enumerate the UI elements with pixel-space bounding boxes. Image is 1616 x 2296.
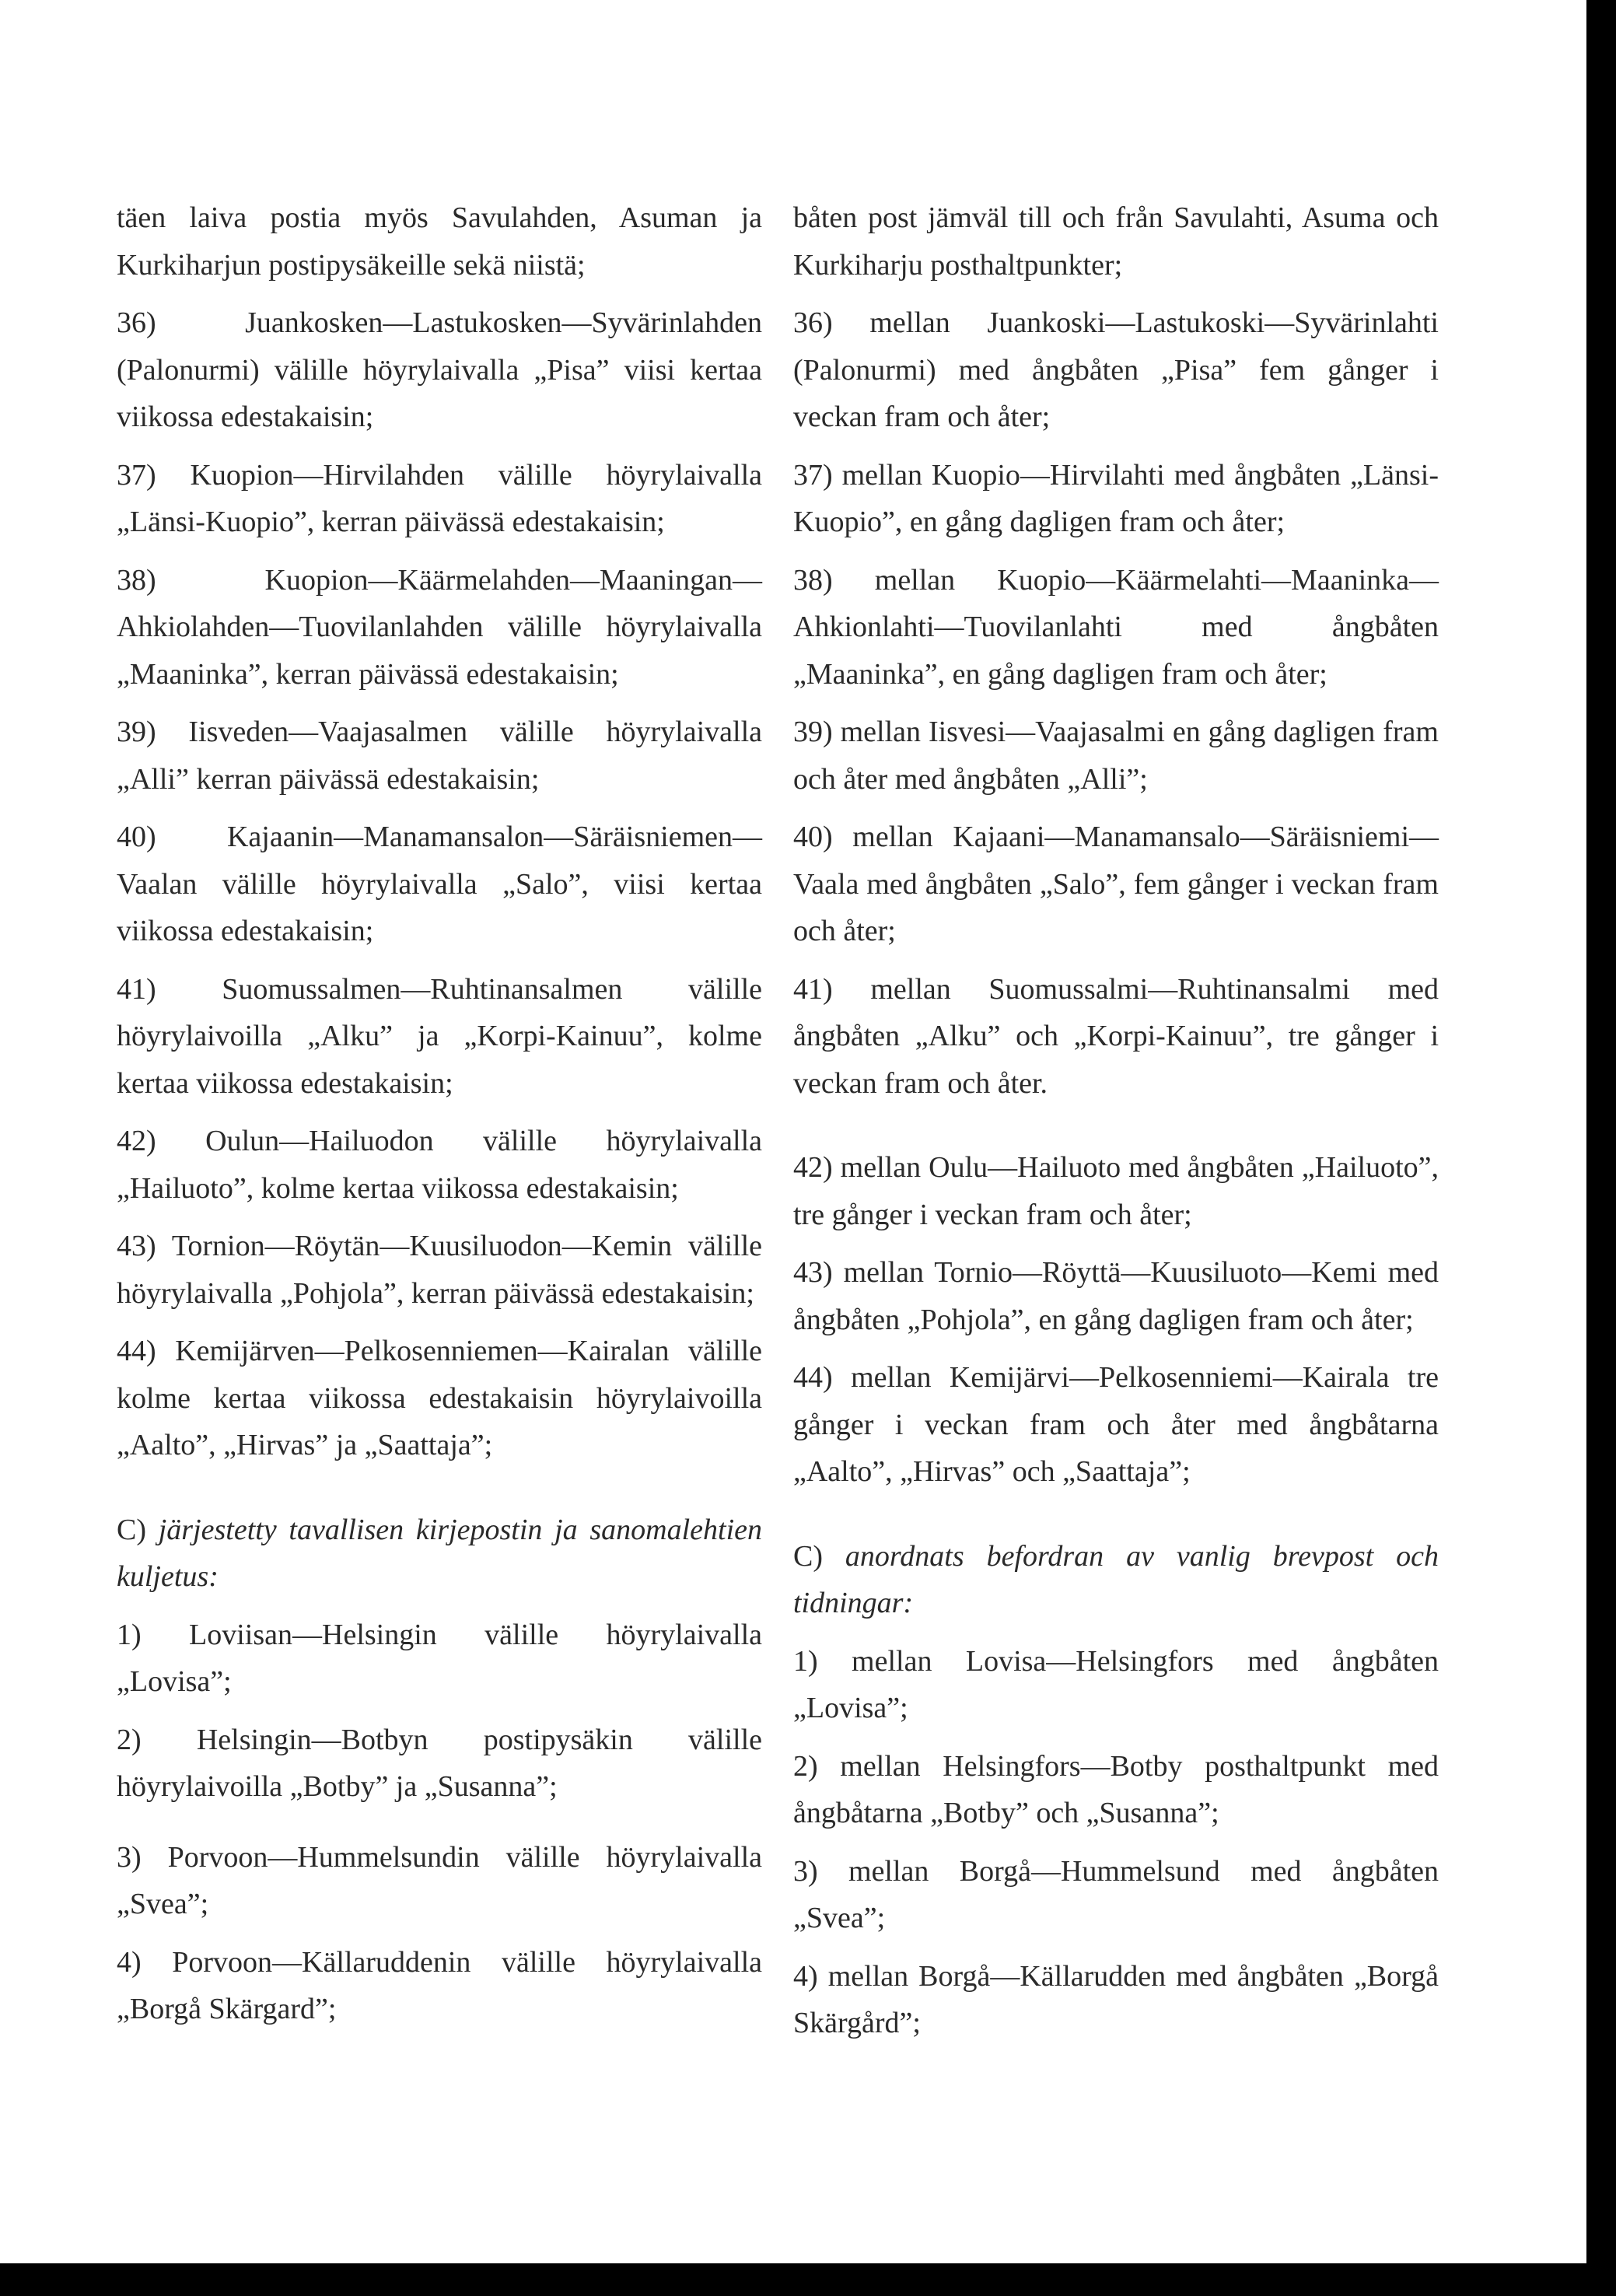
swedish-section-c-heading — [793, 1533, 1439, 1627]
finnish-c-item-2: 2) Helsingin—Botbyn postipysäkin välille höyrylaivoilla „Botby” ja „Susanna”; — [117, 1723, 762, 1803]
finnish-item-44: 44) Kemijärven—Pelkosenniemen—Kairalan välille kolme kertaa viikossa edestakaisin höyrylaivoilla „Aalto”, „Hirvas” ja „Saattaja”; — [117, 1335, 762, 1461]
finnish-column — [117, 194, 762, 2044]
finnish-item-36: 36) Juankosken—Lastukosken—Syvärinlahden (Palonurmi) välille höyrylaivalla „Pisa” viisi kertaa viikossa edestakaisin; — [117, 306, 762, 433]
swedish-item-41: 41) mellan Suomussalmi—Ruhtinansalmi med ångbåten „Alku” och „Korpi-Kainuu”, tre gånger i veckan fram och åter. — [793, 972, 1439, 1100]
swedish-column — [793, 194, 1439, 2058]
finnish-section-c-heading — [117, 1507, 762, 1601]
finnish-item-37: 37) Kuopion—Hirvilahden välille höyrylaivalla „Länsi-Kuopio”, kerran päivässä edestakaisin; — [117, 458, 762, 538]
swedish-item-36: 36) mellan Juankoski—Lastukoski—Syvärinlahti (Palonurmi) med ångbåten „Pisa” fem gånger i veckan fram och åter; — [793, 306, 1439, 433]
swedish-c-item-4: 4) mellan Borgå—Källarudden med ångbåten „Borgå Skärgård”; — [793, 1959, 1439, 2039]
swedish-item-40: 40) mellan Kajaani—Manamansalo—Säräisniemi—Vaala med ångbåten „Salo”, fem gånger i veckan fram och åter; — [793, 821, 1439, 947]
swedish-item-38: 38) mellan Kuopio—Käärmelahti—Maaninka—Ahkionlahti—Tuovilanlahti med ångbåten „Maaninka”, en gång dagligen fram och åter; — [793, 563, 1439, 691]
swedish-item-39: 39) mellan Iisvesi—Vaajasalmi en gång dagligen fram och åter med ångbåten „Alli”; — [793, 716, 1439, 796]
finnish-c-item-4: 4) Porvoon—Källaruddenin välille höyrylaivalla „Borgå Skärgard”; — [117, 1945, 762, 2025]
swedish-c-item-2: 2) mellan Helsingfors—Botby posthaltpunkt med ångbåtarna „Botby” och „Susanna”; — [793, 1749, 1439, 1829]
finnish-item-41: 41) Suomussalmen—Ruhtinansalmen välille höyrylaivoilla „Alku” ja „Korpi-Kainuu”, kolme kertaa viikossa edestakaisin; — [117, 972, 762, 1100]
finnish-section-c-title: järjestetty tavallisen kirjepostin ja sanomalehtien kuljetus: — [117, 1513, 763, 1593]
swedish-item-42: 42) mellan Oulu—Hailuoto med ångbåten „Hailuoto”, tre gånger i veckan fram och åter; — [793, 1151, 1439, 1231]
finnish-c-item-1: 1) Loviisan—Helsingin välille höyrylaivalla „Lovisa”; — [117, 1618, 762, 1698]
finnish-item-38: 38) Kuopion—Käärmelahden—Maaningan—Ahkiolahden—Tuovilanlahden välille höyrylaivalla „Maaninka”, kerran päivässä edestakaisin; — [117, 563, 762, 691]
finnish-item-42: 42) Oulun—Hailuodon välille höyrylaivalla „Hailuoto”, kolme kertaa viikossa edestakaisin; — [117, 1125, 762, 1205]
swedish-c-item-3: 3) mellan Borgå—Hummelsund med ångbåten „Svea”; — [793, 1854, 1439, 1934]
swedish-c-item-1: 1) mellan Lovisa—Helsingfors med ångbåten „Lovisa”; — [793, 1644, 1439, 1724]
swedish-section-c-title: anordnats befordran av vanlig brevpost och tidningar: — [793, 1539, 1439, 1619]
swedish-item-44: 44) mellan Kemijärvi—Pelkosenniemi—Kairala tre gånger i veckan fram och åter med ångbåtarna „Aalto”, „Hirvas” och „Saattaja”; — [793, 1361, 1439, 1488]
finnish-intro: täen laiva postia myös Savulahden, Asuman ja Kurkiharjun postipysäkeille sekä niistä; — [117, 201, 762, 282]
finnish-item-43: 43) Tornion—Röytän—Kuusiluodon—Kemin välille höyrylaivalla „Pohjola”, kerran päivässä edestakaisin; — [117, 1230, 762, 1310]
finnish-c-item-3: 3) Porvoon—Hummelsundin välille höyrylaivalla „Svea”; — [117, 1840, 762, 1920]
swedish-item-43: 43) mellan Tornio—Röyttä—Kuusiluoto—Kemi med ångbåten „Pohjola”, en gång dagligen fram och åter; — [793, 1256, 1439, 1336]
finnish-section-c-label: C) — [117, 1513, 146, 1546]
finnish-item-40: 40) Kajaanin—Manamansalon—Säräisniemen—Vaalan välille höyrylaivalla „Salo”, viisi kertaa viikossa edestakaisin; — [117, 821, 762, 947]
finnish-item-39: 39) Iisveden—Vaajasalmen välille höyrylaivalla „Alli” kerran päivässä edestakaisin; — [117, 716, 762, 796]
swedish-item-37: 37) mellan Kuopio—Hirvilahti med ångbåten „Länsi-Kuopio”, en gång dagligen fram och åter; — [793, 458, 1439, 538]
swedish-intro: båten post jämväl till och från Savulahti, Asuma och Kurkiharju posthaltpunkter; — [793, 201, 1439, 282]
swedish-section-c-label: C) — [793, 1539, 823, 1573]
